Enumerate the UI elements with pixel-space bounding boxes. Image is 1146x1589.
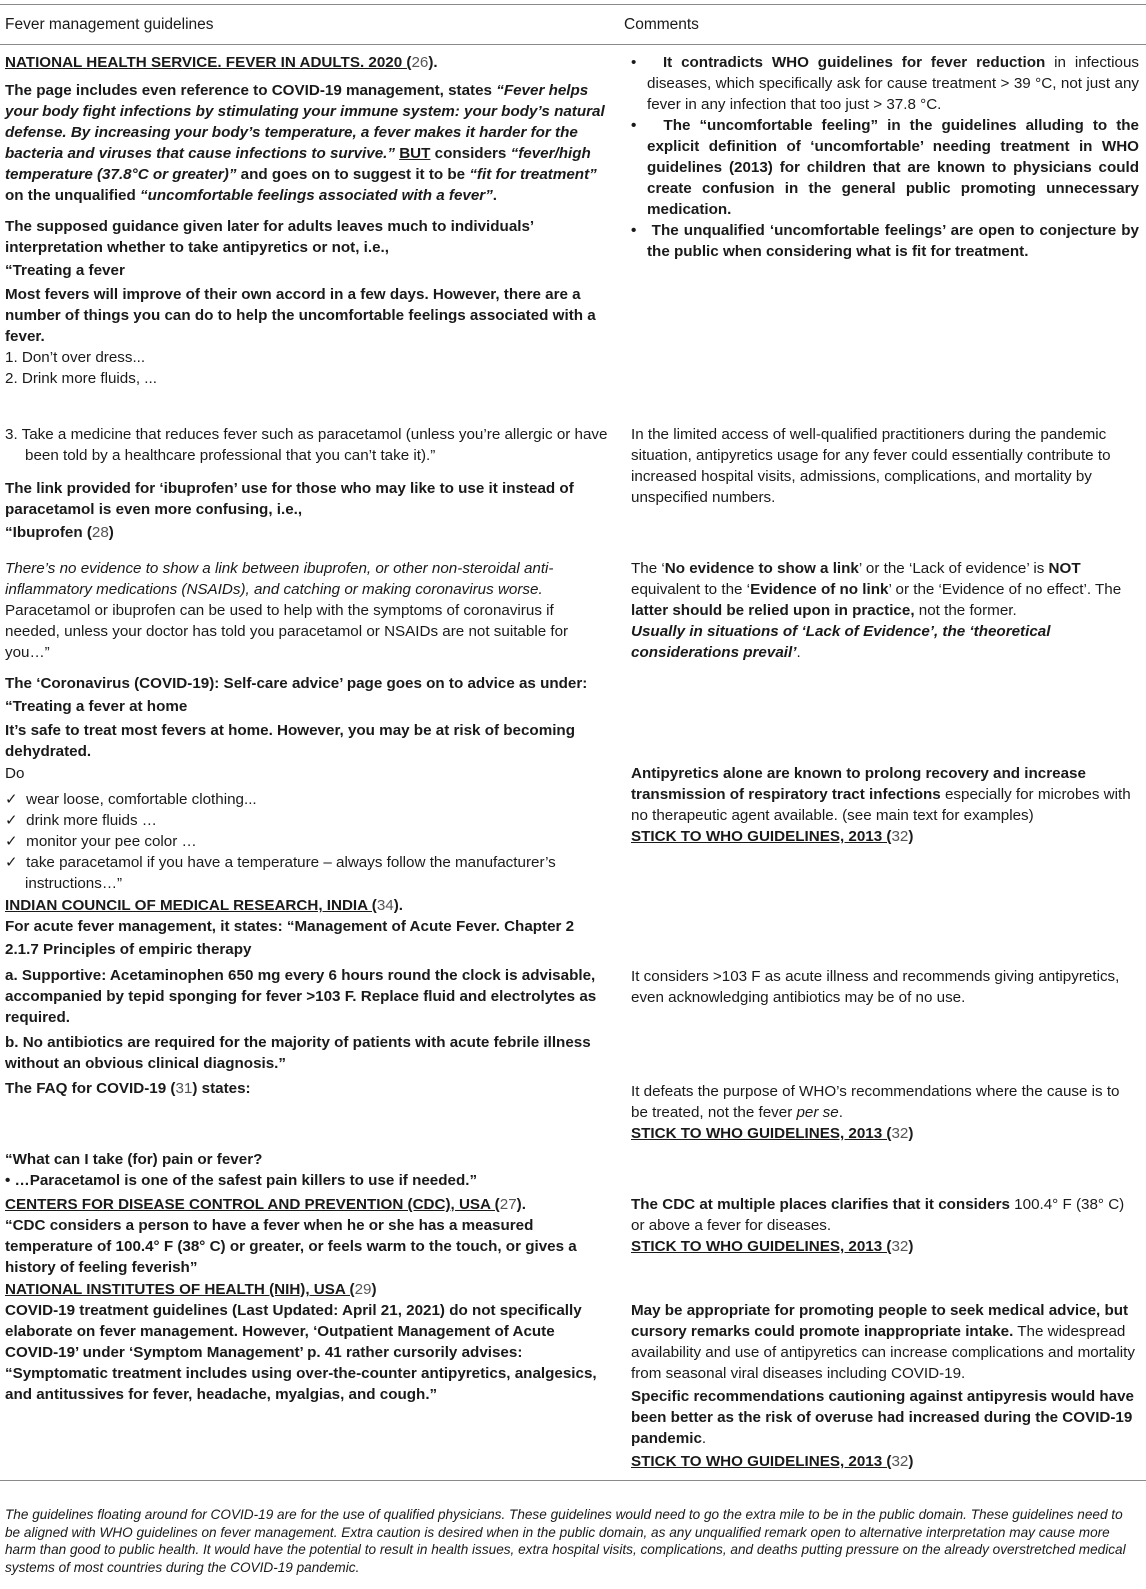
- icmr-point-b: b. No antibiotics are required for the majority of patients with acute febrile illness without an obvious clinical diagnosis.”: [5, 1034, 591, 1072]
- evidence-comment: The ‘No evidence to show a link’ or the ‘Lack of evidence’ is NOT equivalent to the ‘Evidence of no link’ or the ‘Evidence of no effect’. The latter should be relied upon in practice, not the former.: [631, 560, 1122, 619]
- nhs-list-item: 1. Don’t over dress...: [5, 349, 146, 366]
- table-footnote: The guidelines floating around for COVID-19 are for the use of qualified physicians. These guidelines would need to go the extra mile to be in the public domain. These guidelines need to be aligned with WHO guidelines on fever management. Extra caution is desired when in the public domain, as any unqualified remark open to alternative interpretation may cause more harm than good to public health. It would have the potential to result in health issues, extra hospital visits, complications, and deaths putting pressure on the already overstretched medical systems of most countries during the COVID-19 pandemic.: [5, 1507, 1126, 1575]
- nhs-paragraph-4: Most fevers will improve of their own accord in a few days. However, there are a number of things you can do to help the uncomfortable feelings associated with a fever.: [5, 286, 596, 345]
- comment-bullet: • The unqualified ‘uncomfortable feelings’ are open to conjecture by the public when considering what is fit for treatment.: [631, 222, 1139, 260]
- nih-comment-2: Specific recommendations cautioning against antipyresis would have been better as the risk of overuse had increased during the COVID-19 pandemic.: [631, 1388, 1134, 1447]
- ibuprofen-quote: There’s no evidence to show a link between ibuprofen, or other non-steroidal anti-inflammatory medications (NSAIDs), and catching or making coronavirus worse. Paracetamol or ibuprofen can be used to help with the symptoms of coronavirus if needed, unless your doctor has told you paracetamol or NSAIDs are not suitable for you…”: [5, 560, 569, 661]
- faq-question: “What can I take (for) pain or fever?: [5, 1151, 263, 1168]
- checklist-item: ✓ take paracetamol if you have a temperature – always follow the manufacturer’s instructions…”: [5, 854, 556, 892]
- icmr-comment: It considers >103 F as acute illness and recommends giving antipyretics, even acknowledging antibiotics may be of no use.: [631, 968, 1120, 1006]
- table-bottom-rule: [0, 1480, 1146, 1481]
- stick-to-who-label: STICK TO WHO GUIDELINES, 2013 (32): [631, 1453, 914, 1470]
- ibuprofen-paragraph: The link provided for ‘ibuprofen’ use for those who may like to use it instead of paracetamol is even more confusing, i.e.,: [5, 480, 574, 518]
- nhs-comment-cell-2: [631, 424, 1139, 508]
- check-icon: ✓: [5, 812, 27, 829]
- nih-comment-cell: [631, 1300, 1139, 1472]
- header-rule: [0, 44, 1146, 45]
- nhs-list-item: 2. Drink more fluids, ...: [5, 370, 157, 387]
- nhs-guideline-cell-4: [5, 763, 610, 894]
- stick-to-who-label: STICK TO WHO GUIDELINES, 2013 (32): [631, 828, 914, 845]
- nhs-comment-cell-4: [631, 763, 1139, 847]
- icmr-subheading: 2.1.7 Principles of empiric therapy: [5, 941, 252, 958]
- comment-paragraph: In the limited access of well-qualified practitioners during the pandemic situation, antipyretics usage for any fever could essentially contribute to increased hospital visits, admissions, complications, and mortality by unspecified numbers.: [631, 426, 1111, 506]
- stick-to-who-label: STICK TO WHO GUIDELINES, 2013 (32): [631, 1238, 914, 1255]
- nih-paragraph: COVID-19 treatment guidelines (Last Updated: April 21, 2021) do not specifically elaborate on fever management. However, ‘Outpatient Management of Acute COVID-19’ under ‘Symptom Management’ p. 41 rather cursorily advises:: [5, 1302, 582, 1361]
- icmr-heading: INDIAN COUNCIL OF MEDICAL RESEARCH, INDIA (34).: [5, 897, 404, 914]
- cdc-guideline-cell: [5, 1194, 610, 1278]
- faq-paragraph: The FAQ for COVID-19 (31) states:: [5, 1080, 251, 1097]
- check-icon: ✓: [5, 791, 27, 808]
- nih-heading: NATIONAL INSTITUTES OF HEALTH (NIH), USA (29): [5, 1281, 377, 1298]
- faq-comment-cell: [631, 1081, 1139, 1144]
- stick-to-who-label: STICK TO WHO GUIDELINES, 2013 (32): [631, 1125, 914, 1142]
- cdc-heading: CENTERS FOR DISEASE CONTROL AND PREVENTION (CDC), USA (27).: [5, 1196, 526, 1213]
- nih-guideline-cell: [5, 1279, 610, 1405]
- comment-bullet: • It contradicts WHO guidelines for fever reduction in infectious diseases, which specifically ask for cause treatment > 39 °C, not just any fever in any infection that too just > 37.8 °C.: [631, 54, 1139, 113]
- comment-bullet: • The “uncomfortable feeling” in the guidelines alluding to the explicit definition of ‘uncomfortable’ needing treatment in WHO guidelines (2013) for children that are known to physicians could create confusion in the general public promoting unnecessary medication.: [631, 117, 1139, 218]
- nhs-guideline-cell: [5, 52, 610, 389]
- checklist-item: ✓ wear loose, comfortable clothing...: [5, 791, 257, 808]
- faq-answer: • …Paracetamol is one of the safest pain killers to use if needed.”: [5, 1172, 478, 1189]
- icmr-point-a: a. Supportive: Acetaminophen 650 mg every 6 hours round the clock is advisable, accompanied by tepid sponging for fever >103 F. Replace fluid and electrolytes as required.: [5, 967, 597, 1026]
- nhs-heading: NATIONAL HEALTH SERVICE. FEVER IN ADULTS. 2020 (26).: [5, 54, 438, 71]
- nhs-comment-cell-3: [631, 558, 1139, 663]
- icmr-guideline-cell: [5, 895, 610, 1099]
- nhs-guideline-cell-2: [5, 424, 610, 543]
- cdc-comment: The CDC at multiple places clarifies that it considers 100.4° F (38° C) or above a fever for diseases.: [631, 1196, 1125, 1234]
- checklist-item: ✓ drink more fluids …: [5, 812, 157, 829]
- column-header-guidelines: Fever management guidelines: [5, 16, 214, 33]
- icmr-comment-cell: [631, 966, 1139, 1008]
- self-care-paragraph-2: It’s safe to treat most fevers at home. However, you may be at risk of becoming dehydrated.: [5, 722, 575, 760]
- nhs-guideline-cell-3: [5, 558, 610, 762]
- do-label: Do: [5, 765, 25, 782]
- nhs-treating-heading: “Treating a fever: [5, 262, 125, 279]
- table-top-rule: [0, 4, 1146, 5]
- nhs-comment-cell: [631, 52, 1139, 262]
- cdc-quote: “CDC considers a person to have a fever when he or she has a measured temperature of 100.4° F (38° C) or greater, or feels warm to the touch, or gives a history of feeling feverish”: [5, 1217, 577, 1276]
- check-icon: ✓: [5, 833, 27, 850]
- evidence-comment-italic: Usually in situations of ‘Lack of Evidence’, the ‘theoretical considerations prevail’.: [631, 623, 1051, 661]
- nhs-paragraph-1: The page includes even reference to COVID-19 management, states “Fever helps your body fight infections by stimulating your immune system: your body’s natural defense. By increasing your body’s temperature, a fever makes it harder for the bacteria and viruses that cause infections to survive.” BUT considers “fever/high temperature (37.8°C or greater)” and goes on to suggest it to be “fit for treatment” on the unqualified “uncomfortable feelings associated with a fever”.: [5, 82, 605, 204]
- self-care-paragraph: The ‘Coronavirus (COVID-19): Self-care advice’ page goes on to advice as under:: [5, 675, 588, 692]
- nih-quote: “Symptomatic treatment includes using over-the-counter antipyretics, analgesics, and antitussives for fever, headache, myalgias, and cough.”: [5, 1365, 597, 1403]
- faq-cell: [5, 1149, 610, 1191]
- nhs-list-item: 3. Take a medicine that reduces fever such as paracetamol (unless you’re allergic or have been told by a healthcare professional that you can’t take it).”: [5, 426, 608, 464]
- self-care-heading: “Treating a fever at home: [5, 698, 188, 715]
- check-icon: ✓: [5, 854, 27, 871]
- cdc-comment-cell: [631, 1194, 1139, 1257]
- ibuprofen-heading: “Ibuprofen (28): [5, 524, 114, 541]
- icmr-paragraph: For acute fever management, it states: “Management of Acute Fever. Chapter 2: [5, 918, 575, 935]
- faq-comment: It defeats the purpose of WHO’s recommendations where the cause is to be treated, not the fever per se.: [631, 1083, 1120, 1121]
- antipyretics-comment: Antipyretics alone are known to prolong recovery and increase transmission of respiratory tract infections especially for microbes with no therapeutic agent available. (see main text for examples): [631, 765, 1131, 824]
- nih-comment: May be appropriate for promoting people to seek medical advice, but cursory remarks could promote inappropriate intake. The widespread availability and use of antipyretics can increase complications and mortality from seasonal viral diseases including COVID-19.: [631, 1302, 1135, 1382]
- checklist-item: ✓ monitor your pee color …: [5, 833, 197, 850]
- nhs-paragraph-2: The supposed guidance given later for adults leaves much to individuals’ interpretation whether to take antipyretics or not, i.e.,: [5, 218, 534, 256]
- column-header-comments: Comments: [624, 16, 699, 33]
